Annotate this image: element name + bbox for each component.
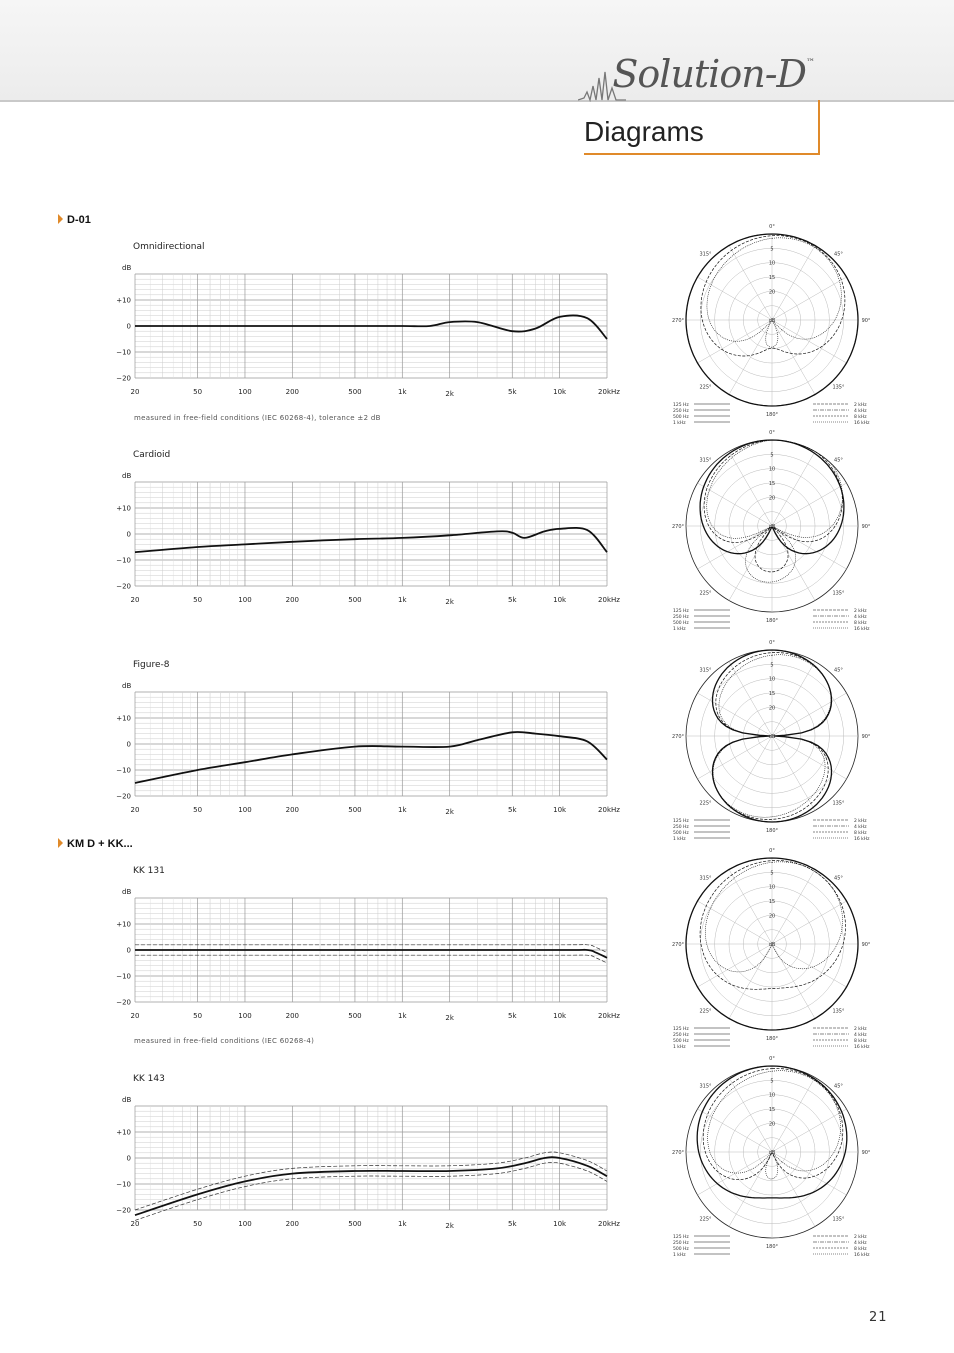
x-tick-label: 20 <box>130 806 140 814</box>
chart-title: KK 143 <box>133 1074 165 1084</box>
legend-label: 1 kHz <box>673 627 686 632</box>
legend-label: 500 Hz <box>673 1247 689 1252</box>
y-tick-label: 0 <box>126 946 131 955</box>
y-axis-label: dB <box>122 264 132 272</box>
ring-label: 5 <box>770 246 774 253</box>
angle-label: 45° <box>834 667 843 674</box>
angle-label: 180° <box>765 828 779 834</box>
page-title: Diagrams <box>584 116 704 147</box>
legend-label: 2 kHz <box>854 1235 867 1240</box>
frequency-chart-cardioid <box>110 450 630 615</box>
ring-label: 5 <box>770 662 774 669</box>
polar-diagram-figure8 <box>668 640 878 845</box>
legend-label: 16 kHz <box>854 837 870 842</box>
angle-label: 45° <box>834 251 843 258</box>
angle-label: 0° <box>769 1056 775 1062</box>
x-tick-label: 200 <box>285 388 300 396</box>
angle-label: 45° <box>834 457 843 464</box>
angle-label: 180° <box>765 412 779 418</box>
angle-label: 315° <box>699 1083 712 1090</box>
y-tick-label: −20 <box>116 374 131 383</box>
legend-label: 500 Hz <box>673 1039 689 1044</box>
angle-label: 315° <box>699 457 712 464</box>
polar-curve <box>700 860 845 989</box>
legend-label: 16 kHz <box>854 1045 870 1050</box>
x-tick-label: 20 <box>130 596 140 604</box>
polar-plot <box>668 224 878 429</box>
x-tick-label: 10k <box>553 806 567 814</box>
y-axis-label: dB <box>122 682 132 690</box>
angle-label: 180° <box>765 1244 779 1250</box>
legend-label: 2 kHz <box>854 819 867 824</box>
legend-label: 125 Hz <box>673 819 689 824</box>
legend-label: 8 kHz <box>854 1247 867 1252</box>
angle-label: 45° <box>834 875 843 882</box>
measurement-note: measured in free-field conditions (IEC 60268-4), tolerance ±2 dB <box>134 414 381 422</box>
polar-diagram-kk143 <box>668 1056 878 1261</box>
polar-diagram-kk131 <box>668 848 878 1053</box>
legend-label: 4 kHz <box>854 1241 867 1246</box>
ring-label: 10 <box>768 884 776 891</box>
ring-label: 15 <box>768 1107 776 1113</box>
x-tick-label: 20 <box>130 1012 140 1020</box>
legend-label: 8 kHz <box>854 831 867 836</box>
triangle-icon <box>58 214 63 224</box>
polar-plot <box>668 430 878 635</box>
frequency-response-plot <box>110 450 630 615</box>
chart-title: Omnidirectional <box>133 242 205 252</box>
x-tick-label: 20 <box>130 388 140 396</box>
page-number: 21 <box>869 1310 888 1325</box>
angle-label: 270° <box>671 318 685 324</box>
angle-label: 0° <box>769 224 775 230</box>
x-tick-label: 100 <box>238 596 252 604</box>
y-tick-label: −10 <box>116 348 131 357</box>
y-axis-label: dB <box>122 888 132 896</box>
logo-text: Solution-D™ <box>612 52 814 96</box>
angle-label: 135° <box>832 800 845 807</box>
angle-label: 225° <box>699 1008 712 1015</box>
x-tick-label: 100 <box>238 1220 252 1228</box>
x-tick-label: 200 <box>285 1220 300 1228</box>
angle-label: 270° <box>671 524 685 530</box>
section-heading-d01: D-01 <box>58 214 91 226</box>
frequency-chart-kk143 <box>110 1074 630 1239</box>
angle-label: 0° <box>769 430 775 436</box>
x-tick-label: 2k <box>445 598 454 606</box>
angle-label: 270° <box>671 942 685 948</box>
measurement-note: measured in free-field conditions (IEC 60268-4) <box>134 1037 315 1045</box>
ring-label: 15 <box>768 481 776 487</box>
x-tick-label: 500 <box>348 388 362 396</box>
legend-label: 125 Hz <box>673 609 689 614</box>
section-heading-kmd: KM D + KK... <box>58 838 133 850</box>
frequency-response-plot <box>110 866 630 1031</box>
legend-label: 4 kHz <box>854 1033 867 1038</box>
angle-label: 315° <box>699 667 712 674</box>
x-tick-label: 10k <box>553 596 567 604</box>
x-tick-label: 2k <box>445 808 454 816</box>
frequency-chart-figure8 <box>110 660 630 825</box>
x-tick-label: 20kHz <box>598 596 620 604</box>
legend-label: 500 Hz <box>673 621 689 626</box>
ring-label: dB <box>768 734 776 740</box>
x-tick-label: 20 <box>130 1220 140 1228</box>
angle-label: 90° <box>861 1150 871 1156</box>
x-tick-label: 50 <box>193 806 203 814</box>
polar-diagram-cardioid <box>668 430 878 635</box>
y-tick-label: 0 <box>126 322 131 331</box>
y-axis-label: dB <box>122 1096 132 1104</box>
legend-label: 500 Hz <box>673 831 689 836</box>
y-tick-label: 0 <box>126 740 131 749</box>
ring-label: 5 <box>770 452 774 459</box>
y-tick-label: −20 <box>116 792 131 801</box>
response-curve <box>135 528 607 552</box>
x-tick-label: 5k <box>508 1012 517 1020</box>
angle-label: 0° <box>769 848 775 854</box>
frequency-chart-kk131 <box>110 866 630 1031</box>
y-axis-label: dB <box>122 472 132 480</box>
x-tick-label: 100 <box>238 806 252 814</box>
legend-label: 125 Hz <box>673 1027 689 1032</box>
x-tick-label: 10k <box>553 388 567 396</box>
ring-label: 20 <box>768 289 776 296</box>
x-tick-label: 5k <box>508 806 517 814</box>
angle-label: 135° <box>832 1216 845 1223</box>
angle-label: 225° <box>699 590 712 597</box>
angle-label: 315° <box>699 251 712 258</box>
tolerance-upper-line <box>135 945 607 953</box>
y-tick-label: +10 <box>116 296 131 305</box>
x-tick-label: 2k <box>445 1222 454 1230</box>
x-tick-label: 50 <box>193 388 203 396</box>
x-tick-label: 20kHz <box>598 1220 620 1228</box>
angle-label: 90° <box>861 524 871 530</box>
ring-label: 5 <box>770 1078 774 1085</box>
polar-plot <box>668 640 878 845</box>
legend-label: 8 kHz <box>854 621 867 626</box>
legend-label: 500 Hz <box>673 415 689 420</box>
response-curve <box>135 950 607 958</box>
polar-diagram-omni <box>668 224 878 429</box>
legend-label: 125 Hz <box>673 1235 689 1240</box>
y-tick-label: 0 <box>126 530 131 539</box>
frequency-chart-omni <box>110 242 630 407</box>
x-tick-label: 1k <box>398 596 407 604</box>
x-tick-label: 500 <box>348 1012 362 1020</box>
x-tick-label: 500 <box>348 1220 362 1228</box>
angle-label: 45° <box>834 1083 843 1090</box>
angle-label: 270° <box>671 1150 685 1156</box>
legend-label: 250 Hz <box>673 825 689 830</box>
angle-label: 225° <box>699 800 712 807</box>
legend-label: 16 kHz <box>854 627 870 632</box>
ring-label: 15 <box>768 899 776 905</box>
y-tick-label: −10 <box>116 1180 131 1189</box>
angle-label: 225° <box>699 1216 712 1223</box>
y-tick-label: 0 <box>126 1154 131 1163</box>
response-curve <box>135 316 607 339</box>
x-tick-label: 5k <box>508 596 517 604</box>
x-tick-label: 200 <box>285 596 300 604</box>
x-tick-label: 1k <box>398 1220 407 1228</box>
x-tick-label: 500 <box>348 596 362 604</box>
legend-label: 16 kHz <box>854 1253 870 1258</box>
polar-curve <box>707 440 843 582</box>
x-tick-label: 1k <box>398 388 407 396</box>
chart-title: Cardioid <box>133 450 171 460</box>
ring-label: 20 <box>768 495 776 502</box>
angle-label: 90° <box>861 942 871 948</box>
x-tick-label: 100 <box>238 388 252 396</box>
x-tick-label: 50 <box>193 1012 203 1020</box>
ring-label: 10 <box>768 260 776 267</box>
ring-label: 5 <box>770 870 774 877</box>
frequency-response-plot <box>110 242 630 407</box>
ring-label: dB <box>768 1150 776 1156</box>
angle-label: 90° <box>861 318 871 324</box>
ring-label: 20 <box>768 1121 776 1128</box>
legend-label: 250 Hz <box>673 409 689 414</box>
legend-label: 250 Hz <box>673 1033 689 1038</box>
angle-label: 180° <box>765 1036 779 1042</box>
legend-label: 1 kHz <box>673 837 686 842</box>
ring-label: 10 <box>768 1092 776 1099</box>
legend-label: 2 kHz <box>854 609 867 614</box>
y-tick-label: +10 <box>116 920 131 929</box>
angle-label: 225° <box>699 384 712 391</box>
triangle-icon <box>58 838 63 848</box>
ring-label: dB <box>768 942 776 948</box>
chart-title: Figure-8 <box>133 660 170 670</box>
ring-label: 20 <box>768 913 776 920</box>
legend-label: 1 kHz <box>673 1253 686 1258</box>
legend-label: 16 kHz <box>854 421 870 426</box>
x-tick-label: 50 <box>193 596 203 604</box>
x-tick-label: 200 <box>285 806 300 814</box>
y-tick-label: −10 <box>116 766 131 775</box>
angle-label: 0° <box>769 640 775 646</box>
legend-label: 1 kHz <box>673 421 686 426</box>
legend-label: 250 Hz <box>673 615 689 620</box>
legend-label: 8 kHz <box>854 415 867 420</box>
x-tick-label: 5k <box>508 388 517 396</box>
tolerance-lower-line <box>135 955 607 963</box>
legend-label: 125 Hz <box>673 403 689 408</box>
ring-label: 15 <box>768 691 776 697</box>
x-tick-label: 50 <box>193 1220 203 1228</box>
angle-label: 135° <box>832 590 845 597</box>
y-tick-label: +10 <box>116 504 131 513</box>
y-tick-label: −10 <box>116 556 131 565</box>
x-tick-label: 2k <box>445 390 454 398</box>
chart-title: KK 131 <box>133 866 165 876</box>
ring-label: 15 <box>768 275 776 281</box>
x-tick-label: 500 <box>348 806 362 814</box>
polar-curve <box>701 236 845 356</box>
legend-label: 8 kHz <box>854 1039 867 1044</box>
legend-label: 4 kHz <box>854 615 867 620</box>
y-tick-label: −10 <box>116 972 131 981</box>
x-tick-label: 2k <box>445 1014 454 1022</box>
y-tick-label: +10 <box>116 714 131 723</box>
polar-plot <box>668 848 878 1053</box>
angle-label: 180° <box>765 618 779 624</box>
frequency-response-plot <box>110 660 630 825</box>
legend-label: 4 kHz <box>854 409 867 414</box>
ring-label: 20 <box>768 705 776 712</box>
angle-label: 90° <box>861 734 871 740</box>
x-tick-label: 10k <box>553 1220 567 1228</box>
ring-label: dB <box>768 318 776 324</box>
angle-label: 135° <box>832 384 845 391</box>
x-tick-label: 5k <box>508 1220 517 1228</box>
x-tick-label: 10k <box>553 1012 567 1020</box>
y-tick-label: −20 <box>116 1206 131 1215</box>
ring-label: 10 <box>768 676 776 683</box>
polar-plot <box>668 1056 878 1261</box>
legend-label: 250 Hz <box>673 1241 689 1246</box>
angle-label: 315° <box>699 875 712 882</box>
angle-label: 270° <box>671 734 685 740</box>
angle-label: 135° <box>832 1008 845 1015</box>
x-tick-label: 20kHz <box>598 806 620 814</box>
x-tick-label: 20kHz <box>598 1012 620 1020</box>
legend-label: 2 kHz <box>854 403 867 408</box>
legend-label: 2 kHz <box>854 1027 867 1032</box>
frequency-response-plot <box>110 1074 630 1239</box>
y-tick-label: −20 <box>116 998 131 1007</box>
y-tick-label: −20 <box>116 582 131 591</box>
legend-label: 4 kHz <box>854 825 867 830</box>
legend-label: 1 kHz <box>673 1045 686 1050</box>
x-tick-label: 200 <box>285 1012 300 1020</box>
x-tick-label: 100 <box>238 1012 252 1020</box>
x-tick-label: 1k <box>398 1012 407 1020</box>
ring-label: 10 <box>768 466 776 473</box>
x-tick-label: 1k <box>398 806 407 814</box>
ring-label: dB <box>768 524 776 530</box>
x-tick-label: 20kHz <box>598 388 620 396</box>
y-tick-label: +10 <box>116 1128 131 1137</box>
